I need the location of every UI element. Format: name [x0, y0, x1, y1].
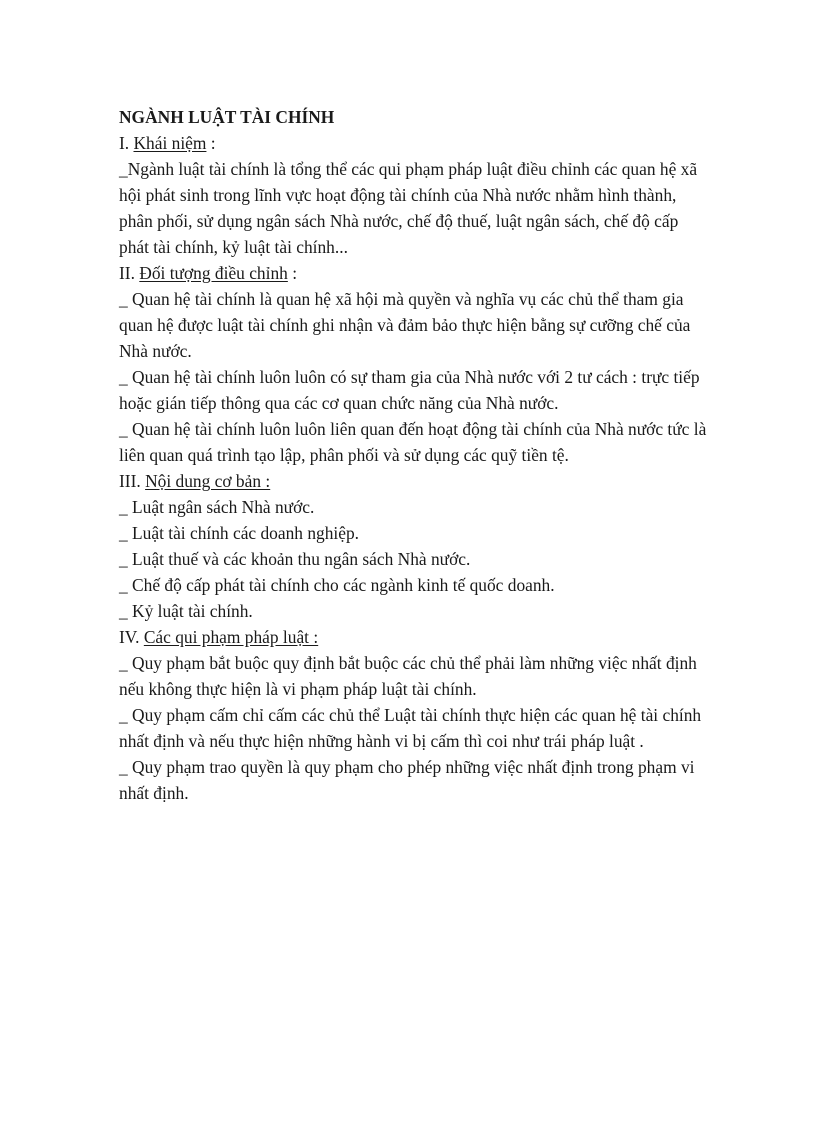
paragraph: _ Quan hệ tài chính luôn luôn có sự tham gia của Nhà nước với 2 tư cách : trực tiếp hoặc gián tiếp thông qua các cơ quan chức năng của Nhà nước.	[119, 367, 700, 413]
paragraph: _ Quan hệ tài chính là quan hệ xã hội mà quyền và nghĩa vụ các chủ thể tham gia quan hệ được luật tài chính ghi nhận và đảm bảo thực hiện bằng sự cưỡng chế của Nhà nước.	[119, 289, 691, 361]
section-heading-text: Khái niệm	[133, 133, 207, 153]
section-number: II.	[119, 263, 135, 283]
paragraph: _ Quy phạm bắt buộc quy định bắt buộc các chủ thể phải làm những việc nhất định nếu không thực hiện là vi phạm pháp luật tài chính.	[119, 653, 697, 699]
section-heading-suffix: :	[287, 263, 298, 283]
list-item: _ Luật ngân sách Nhà nước.	[119, 497, 315, 517]
section-number: I.	[119, 133, 130, 153]
section-heading	[119, 260, 709, 286]
paragraph: _ Quy phạm trao quyền là quy phạm cho phép những việc nhất định trong phạm vi nhất định.	[119, 757, 695, 803]
section-heading	[119, 130, 709, 156]
paragraph: _ Quan hệ tài chính luôn luôn liên quan đến hoạt động tài chính của Nhà nước tức là liên quan quá trình tạo lập, phân phối và sử dụng các quỹ tiền tệ.	[119, 419, 707, 465]
list-item: _ Kỷ luật tài chính.	[119, 601, 253, 621]
section-khai-niem	[119, 130, 709, 260]
document-page	[119, 104, 709, 806]
section-heading-text: Đối tượng điều chỉnh	[139, 263, 288, 283]
section-number: III.	[119, 471, 141, 491]
section-cac-qui-pham-phap-luat	[119, 624, 709, 806]
section-heading-suffix: :	[206, 133, 216, 153]
document-title: NGÀNH LUẬT TÀI CHÍNH	[119, 107, 335, 127]
list-item: _ Luật tài chính các doanh nghiệp.	[119, 523, 360, 543]
section-heading	[119, 468, 709, 494]
paragraph: _ Quy phạm cấm chỉ cấm các chủ thể Luật tài chính thực hiện các quan hệ tài chính nhất định và nếu thực hiện những hành vi bị cấm thì coi như trái pháp luật .	[119, 705, 702, 751]
list-item: _ Luật thuế và các khoản thu ngân sách Nhà nước.	[119, 549, 471, 569]
section-heading-text: Các qui phạm pháp luật :	[143, 627, 319, 647]
list-item: _ Chế độ cấp phát tài chính cho các ngành kinh tế quốc doanh.	[119, 575, 555, 595]
section-doi-tuong-dieu-chinh	[119, 260, 709, 468]
section-heading-text: Nội dung cơ bản :	[145, 471, 271, 491]
section-heading	[119, 624, 709, 650]
section-noi-dung-co-ban	[119, 468, 709, 624]
section-number: IV.	[119, 627, 140, 647]
paragraph: _Ngành luật tài chính là tổng thể các qui phạm pháp luật điều chỉnh các quan hệ xã hội phát sinh trong lĩnh vực hoạt động tài chính của Nhà nước nhằm hình thành, phân phối, sử dụng ngân sách Nhà nước, chế độ thuế, luật ngân sách, chế độ cấp phát tài chính, kỷ luật tài chính...	[119, 159, 698, 257]
